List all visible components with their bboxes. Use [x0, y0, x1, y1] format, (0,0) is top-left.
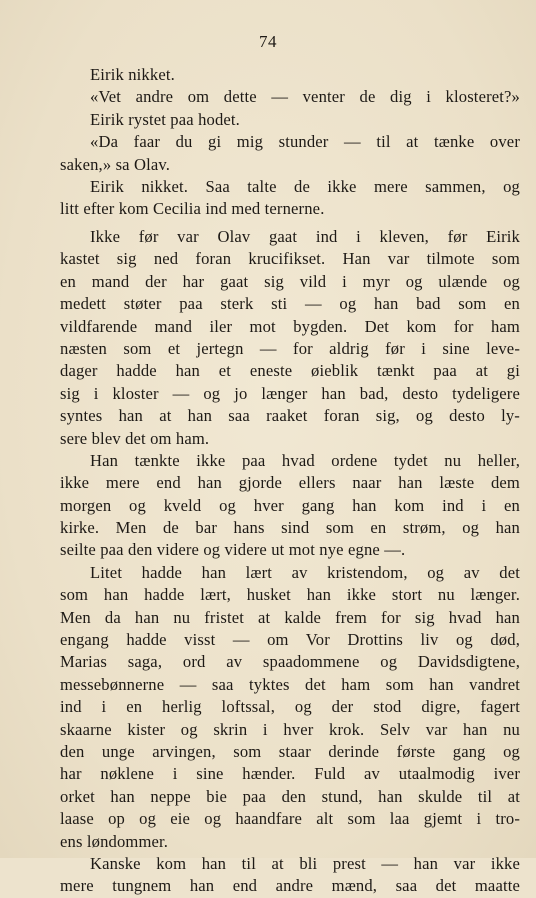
text-line: skaarne kister og skrin i hver krok. Selv var han nu [60, 719, 520, 739]
text-line: Men da han nu fristet at kalde frem for sig hvad han [60, 607, 520, 627]
text-block-narrative [60, 226, 520, 898]
text-line: medett støter paa sterk sti — og han bad som en [60, 294, 520, 314]
text-line: engang hadde visst — om Vor Drottins liv og død, [60, 630, 520, 650]
text-line: Han tænkte ikke paa hvad ordene tydet nu heller, [90, 450, 520, 470]
text-line: orket han neppe bie paa den stund, han skulde til at [60, 786, 520, 806]
text-line: sig i kloster — og jo længer han bad, desto tydeligere [60, 383, 520, 403]
text-line: en mand der har gaat sig vild i myr og ulænde og [60, 271, 520, 291]
text-line: vildfarende mand iler mot bygden. Det kom for ham [60, 316, 520, 336]
page-number: 74 [259, 32, 277, 51]
text-line: kastet sig ned foran krucifikset. Han var tilmote som [60, 249, 520, 269]
text-line: som han hadde lært, husket han ikke stort nu længer. [60, 585, 520, 605]
text-line: Marias saga, ord av spaadommene og Davidsdigtene, [60, 652, 520, 672]
text-line: Ikke før var Olav gaat ind i kleven, før Eirik [90, 227, 520, 246]
text-line: ikke mere end han gjorde ellers naar han læste dem [60, 473, 520, 493]
text-line: sere blev det om ham. [60, 428, 210, 448]
text-line: næsten som et jertegn — for aldrig før i sine leve- [60, 338, 520, 358]
text-line: morgen og kveld og hver gang han kom ind i en [60, 495, 520, 515]
text-line: Eirik nikket. [90, 65, 175, 84]
text-line: seilte paa den videre og videre ut mot nye egne —. [60, 540, 406, 560]
text-line: den unge arvingen, som staar derinde første gang og [60, 741, 520, 761]
text-line: Litet hadde han lært av kristendom, og av det [90, 562, 520, 582]
text-line: ind i en herlig loftssal, og der stod digre, fagert [60, 697, 520, 717]
text-line: dager hadde han et eneste øieblik tænkt paa at gi [60, 361, 520, 381]
text-line: «Vet andre om dette — venter de dig i klosteret?» [90, 87, 520, 107]
text-line: ens løndommer. [60, 831, 169, 851]
text-line: Eirik nikket. Saa talte de ikke mere sammen, og [90, 176, 520, 196]
text-line: mere tungnem han end andre mænd, saa det maatte [60, 876, 520, 896]
text-line: har nøklene i sine hænder. Fuld av utaalmodig iver [60, 764, 520, 784]
text-line: litt efter kom Cecilia ind med ternerne. [60, 199, 325, 219]
text-line: messebønnerne — saa tyktes det ham som han vandret [60, 674, 520, 694]
text-block-dialogue [60, 64, 520, 221]
text-line: Kanske kom han til at bli prest — han var ikke [90, 853, 520, 873]
text-line: «Da faar du gi mig stunder — til at tænke over [90, 132, 520, 152]
text-line: kirke. Men de bar hans sind som en strøm, og han [60, 518, 520, 538]
text-line: saken,» sa Olav. [60, 154, 171, 174]
text-line: Eirik rystet paa hodet. [90, 109, 240, 129]
text-line: syntes han at han saa raaket foran sig, og desto ly- [60, 406, 520, 426]
text-line: laase op og eie og haandfare alt som laa gjemt i tro- [60, 809, 520, 829]
